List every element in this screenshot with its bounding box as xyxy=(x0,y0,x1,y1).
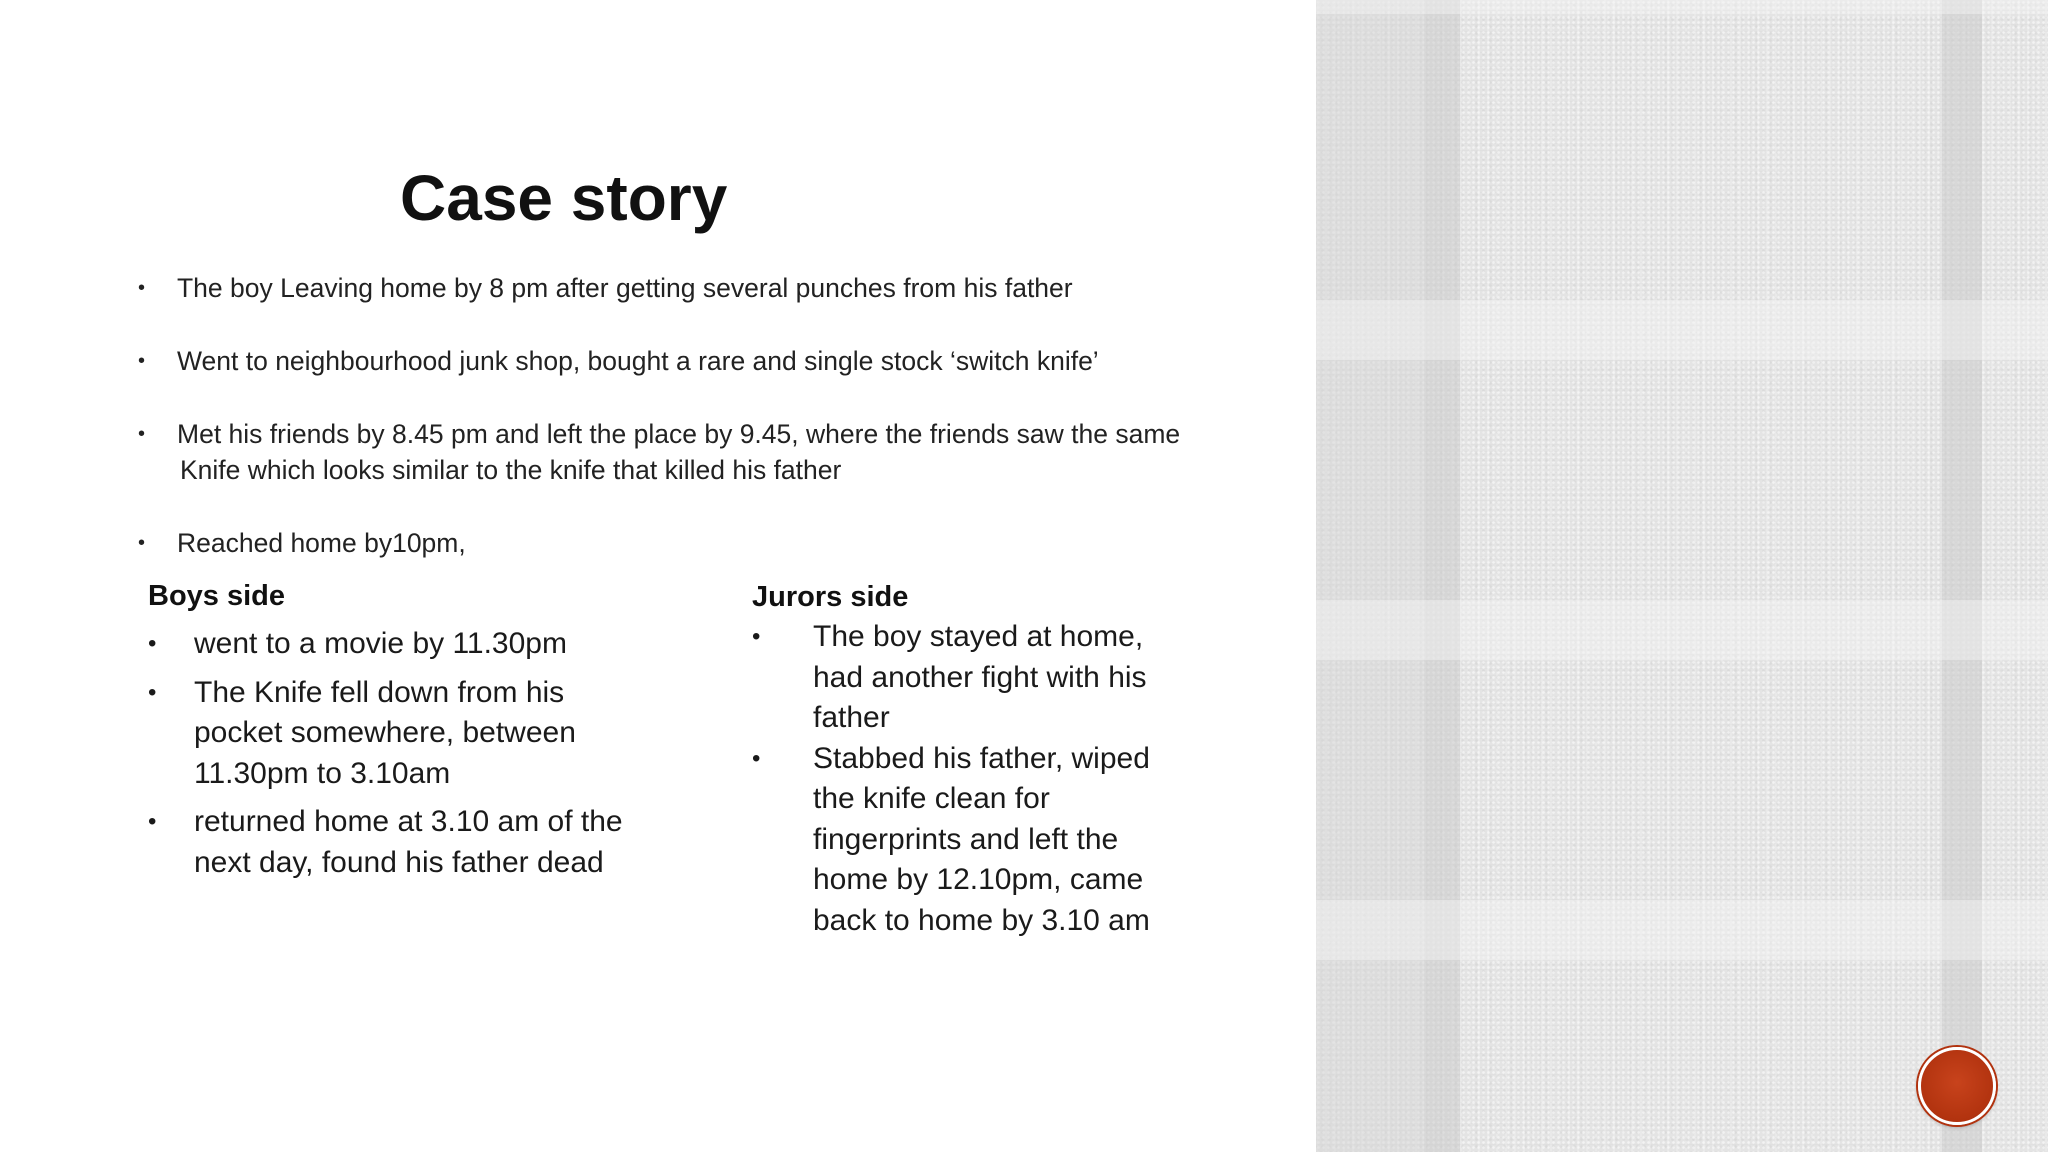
list-item-text: The Knife fell down from his xyxy=(194,675,565,709)
bullet-icon: • xyxy=(138,350,146,372)
bullet-text: Went to neighbourhood junk shop, bought a rare and single stock ‘switch knife’ xyxy=(177,346,1099,376)
list-item-text: went to a movie by 11.30pm xyxy=(194,627,567,660)
jurors-side-list xyxy=(752,617,1292,941)
list-item-text: home by 12.10pm, came xyxy=(813,863,1144,896)
list-item-text: pocket somewhere, between xyxy=(194,716,576,749)
bullet-icon: • xyxy=(138,532,146,554)
list-item xyxy=(752,617,1292,739)
list-item xyxy=(138,416,1298,488)
next-slide-button[interactable] xyxy=(1918,1047,1996,1125)
texture-band xyxy=(1316,300,2048,360)
list-item xyxy=(148,624,708,665)
list-item xyxy=(752,739,1292,942)
list-item xyxy=(138,343,1298,379)
texture-stripe xyxy=(1424,0,1460,1152)
decorative-texture-panel xyxy=(1316,0,2048,1152)
bullet-text-continued: Knife which looks similar to the knife that killed his father xyxy=(180,455,842,485)
texture-band xyxy=(1316,0,2048,14)
slide-title: Case story xyxy=(400,162,728,234)
jurors-side-heading: Jurors side xyxy=(752,581,909,613)
bullet-text: The boy Leaving home by 8 pm after getting several punches from his father xyxy=(177,273,1073,303)
list-item-text: had another fight with his xyxy=(813,660,1147,694)
texture-stripe xyxy=(1942,0,1982,1152)
bullet-icon: • xyxy=(148,678,157,706)
list-item-text: fingerprints and left the xyxy=(813,822,1119,856)
bullet-icon: • xyxy=(148,630,157,657)
bullet-icon: • xyxy=(752,744,761,772)
case-story-bullets xyxy=(138,270,1298,598)
bullet-text: Reached home by10pm, xyxy=(177,528,466,558)
bullet-text: Met his friends by 8.45 pm and left the place by 9.45, where the friends saw the same xyxy=(177,419,1181,449)
list-item xyxy=(148,802,708,883)
bullet-icon: • xyxy=(752,623,761,650)
texture-band xyxy=(1316,600,2048,660)
list-item xyxy=(148,673,708,795)
list-item-text: returned home at 3.10 am of the xyxy=(194,805,623,838)
list-item-text: 11.30pm to 3.10am xyxy=(194,756,451,790)
list-item-text: father xyxy=(813,701,890,734)
texture-stripe xyxy=(1316,0,1424,1152)
bullet-icon: • xyxy=(148,808,157,835)
list-item-text: back to home by 3.10 am xyxy=(813,903,1150,937)
list-item-text: the knife clean for xyxy=(813,782,1050,815)
boys-side-heading: Boys side xyxy=(148,580,285,612)
texture-band xyxy=(1316,900,2048,960)
bullet-icon: • xyxy=(138,423,146,445)
bullet-icon: • xyxy=(138,277,146,299)
list-item-text: Stabbed his father, wiped xyxy=(813,741,1150,775)
list-item-text: The boy stayed at home, xyxy=(813,620,1144,653)
list-item xyxy=(138,525,1298,561)
list-item-text: next day, found his father dead xyxy=(194,845,604,879)
boys-side-list xyxy=(148,624,708,891)
list-item xyxy=(138,270,1298,306)
